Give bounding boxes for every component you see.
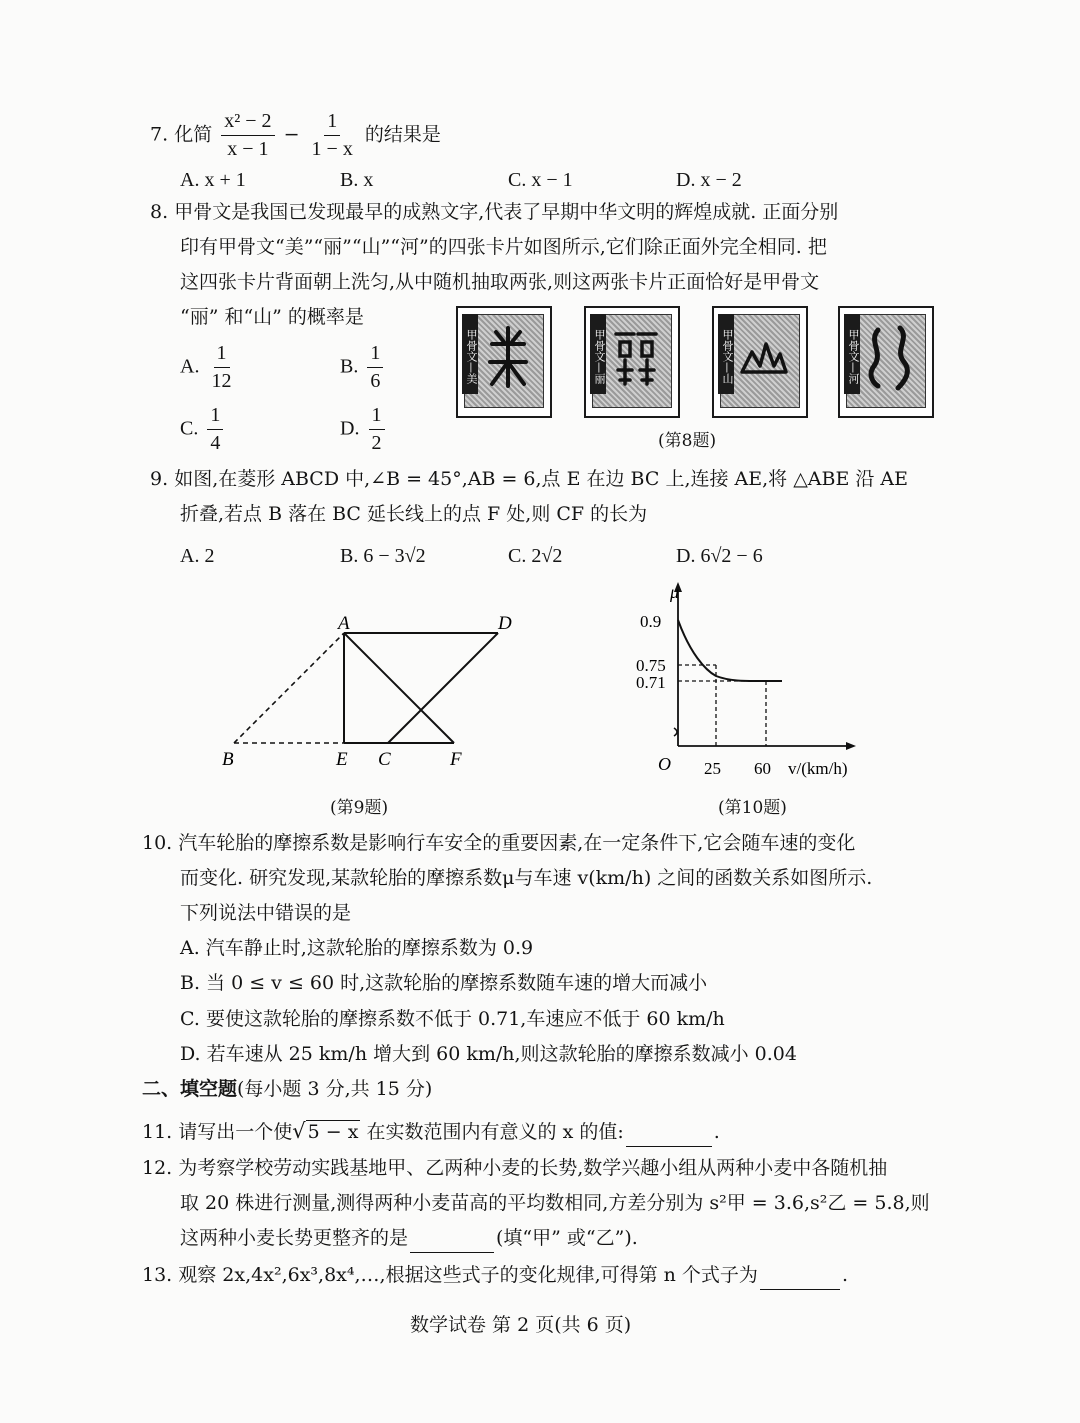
question-line-3: 下列说法中错误的是 xyxy=(180,902,352,924)
x-tick-25: 25 xyxy=(704,759,721,778)
point-label-d: D xyxy=(498,613,512,634)
fraction-1 xyxy=(221,110,274,161)
figure-9-rhombus xyxy=(210,605,510,775)
figure-10-caption: (第10题) xyxy=(718,798,787,818)
question-line-1: 为考察学校劳动实践基地甲、乙两种小麦的长势,数学兴趣小组从两种小麦中各随机抽 xyxy=(178,1157,888,1179)
question-13: 13. 观察 2x,4x²,6x³,8x⁴,…,根据这些式子的变化规律,可得第 n 个式子为 . xyxy=(142,1260,848,1290)
sqrt-radicand: 5 − x xyxy=(307,1121,359,1143)
question-number: 13. xyxy=(142,1264,173,1286)
q10-option-c: C. 要使这款轮胎的摩擦系数不低于 0.71,车速应不低于 60 km/h xyxy=(180,1008,725,1030)
answer-blank[interactable] xyxy=(626,1124,712,1147)
q9-option-c: C. 2√2 xyxy=(508,545,563,567)
q10-option-a: A. 汽车静止时,这款轮胎的摩擦系数为 0.9 xyxy=(180,937,534,959)
question-9 xyxy=(150,464,908,494)
x-tick-60: 60 xyxy=(754,759,771,778)
page-footer: 数学试卷 第 2 页(共 6 页) xyxy=(410,1314,632,1336)
oracle-glyph-he-icon xyxy=(864,322,916,392)
question-line-4: “丽” 和“山” 的概率是 xyxy=(180,306,364,328)
question-line-2: 取 20 株进行测量,测得两种小麦苗高的平均数相同,方差分别为 s²甲 = 3.6,s²乙 = 5.8,则 xyxy=(180,1192,930,1214)
question-number: 7. xyxy=(150,123,169,146)
y-tick-0-75: 0.75 xyxy=(636,656,666,675)
question-line-2: 而变化. 研究发现,某款轮胎的摩擦系数μ与车速 v(km/h) 之间的函数关系如图所示. xyxy=(180,867,873,889)
question-stem-tail: 的结果是 xyxy=(364,123,441,146)
q10-option-b: B. 当 0 ≤ v ≤ 60 时,这款轮胎的摩擦系数随车速的增大而减小 xyxy=(180,972,708,994)
origin-label: O xyxy=(658,754,671,774)
point-label-a: A xyxy=(338,613,350,634)
question-line-1: 甲骨文是我国已发现最早的成熟文字,代表了早期中华文明的辉煌成就. 正面分别 xyxy=(174,201,839,223)
question-line-1: 汽车轮胎的摩擦系数是影响行车安全的重要因素,在一定条件下,它会随车速的变化 xyxy=(178,832,856,854)
point-label-b: B xyxy=(222,749,234,770)
oracle-card-shan xyxy=(712,306,808,418)
oracle-card-li xyxy=(584,306,680,418)
oracle-glyph-mei-icon xyxy=(482,322,534,392)
q10-option-d: D. 若车速从 25 km/h 增大到 60 km/h,则这款轮胎的摩擦系数减小 0.04 xyxy=(180,1043,797,1065)
q8-option-c: C. $\frac{1}{4}$ xyxy=(180,404,226,455)
minus-sign: − xyxy=(283,123,300,146)
y-tick-0-9: 0.9 xyxy=(640,612,662,631)
card-label: 甲骨文—山 xyxy=(718,314,734,394)
oracle-glyph-shan-icon xyxy=(738,322,790,392)
q7-option-d: D. x − 2 xyxy=(676,169,742,191)
question-number: 11. xyxy=(142,1121,173,1143)
x-axis-label: v/(km/h) xyxy=(788,759,848,778)
question-number: 10. xyxy=(142,832,173,854)
section-title: 二、填空题 xyxy=(142,1078,238,1100)
q9-option-a: A. 2 xyxy=(180,545,215,567)
answer-blank[interactable] xyxy=(760,1267,840,1290)
question-12 xyxy=(142,1153,887,1183)
question-number: 9. xyxy=(150,468,169,490)
question-line-3: 这两种小麦长势更整齐的是 (填“甲” 或“乙”). xyxy=(180,1223,638,1253)
question-11: 11. 请写出一个使√ 5 − x 在实数范围内有意义的 x 的值: . xyxy=(142,1116,720,1146)
figure-8-caption: (第8题) xyxy=(658,431,717,451)
card-label: 甲骨文—河 xyxy=(844,314,860,394)
fraction-2 xyxy=(309,110,356,161)
question-line-3: 这四张卡片背面朝上洗匀,从中随机抽取两张,则这两张卡片正面恰好是甲骨文 xyxy=(180,271,820,293)
question-10 xyxy=(142,828,855,858)
question-line-1: 如图,在菱形 ABCD 中,∠B = 45°,AB = 6,点 E 在边 BC 上,连接 AE,将 △ABE 沿 AE xyxy=(174,468,909,490)
figure-9-caption: (第9题) xyxy=(330,798,389,818)
section-note: (每小题 3 分,共 15 分) xyxy=(237,1078,433,1100)
fraction-denominator: x − 1 xyxy=(227,138,269,160)
section-2-heading xyxy=(142,1074,432,1104)
fraction-denominator: 1 − x xyxy=(311,138,353,160)
question-8 xyxy=(150,197,838,227)
oracle-card-mei xyxy=(456,306,552,418)
question-line-2: 折叠,若点 B 落在 BC 延长线上的点 F 处,则 CF 的长为 xyxy=(180,503,648,525)
q9-option-d: D. 6√2 − 6 xyxy=(676,545,763,567)
y-tick-0-71: 0.71 xyxy=(636,673,666,692)
y-axis-label: μ xyxy=(670,582,680,602)
figure-10-graph xyxy=(630,578,870,783)
answer-blank[interactable] xyxy=(410,1230,494,1253)
card-label: 甲骨文—丽 xyxy=(590,314,606,394)
q7-option-c: C. x − 1 xyxy=(508,169,573,191)
card-label: 甲骨文—美 xyxy=(462,314,478,394)
q8-option-d: D. $\frac{1}{2}$ xyxy=(340,404,388,455)
fraction-numerator: 1 xyxy=(324,110,340,136)
point-label-f: F xyxy=(450,749,462,770)
question-line-2: 印有甲骨文“美”“丽”“山”“河”的四张卡片如图所示,它们除正面外完全相同. 把 xyxy=(180,236,827,258)
q8-option-b: B. $\frac{1}{6}$ xyxy=(340,342,386,393)
q8-option-a: A. $\frac{1}{12}$ xyxy=(180,342,232,392)
question-stem: 化简 xyxy=(174,123,213,146)
q7-option-a: A. x + 1 xyxy=(180,169,246,191)
fraction-numerator: x² − 2 xyxy=(221,110,274,136)
question-number: 8. xyxy=(150,201,169,223)
point-label-c: C xyxy=(378,749,391,770)
q7-option-b: B. x xyxy=(340,169,374,191)
oracle-glyph-li-icon xyxy=(610,322,662,392)
q9-option-b: B. 6 − 3√2 xyxy=(340,545,426,567)
question-7 xyxy=(150,110,441,161)
point-label-e: E xyxy=(336,749,348,770)
question-number: 12. xyxy=(142,1157,173,1179)
oracle-card-he xyxy=(838,306,934,418)
